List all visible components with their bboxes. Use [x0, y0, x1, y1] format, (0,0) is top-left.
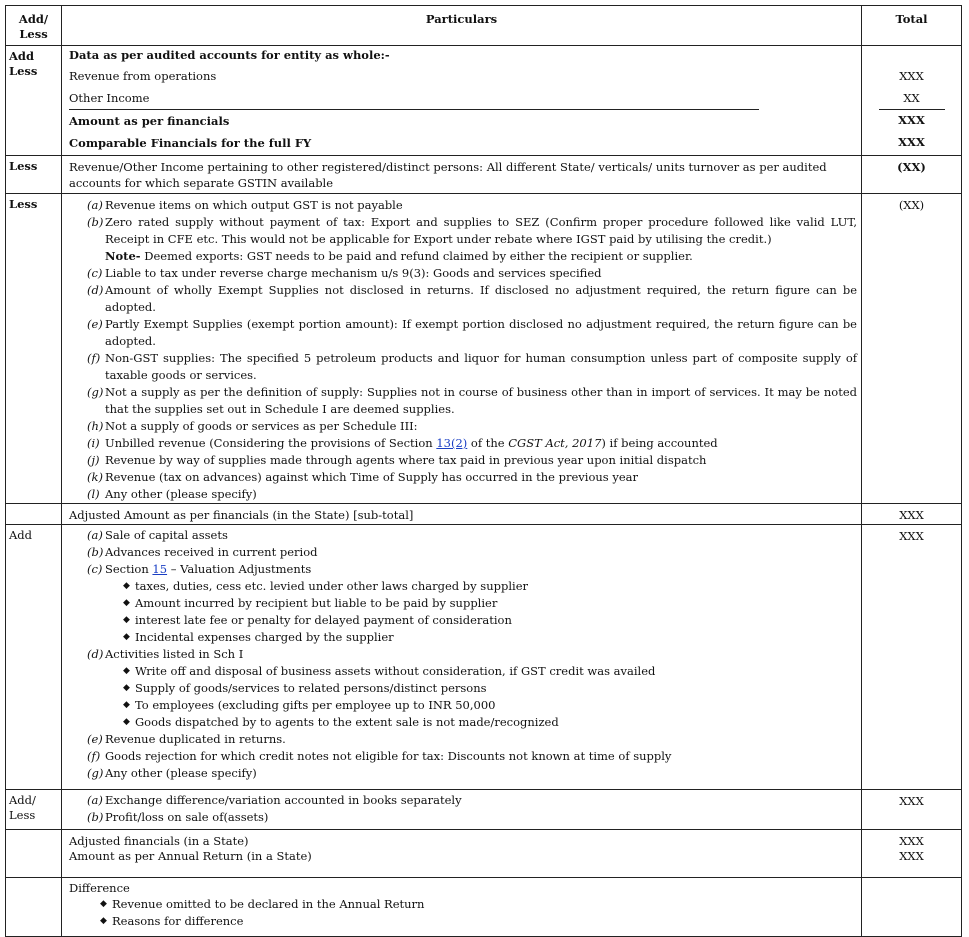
- adjusted-subtotal-label: Adjusted Amount as per financials (in the State) [sub-total]: [69, 508, 414, 522]
- reconciliation-table: [5, 5, 962, 937]
- list-item: (a) Exchange difference/variation accounted in books separately: [87, 793, 462, 807]
- diamond-bullet-icon: ◆: [123, 683, 130, 693]
- difference-heading: Difference: [69, 881, 130, 895]
- list-item: ◆ taxes, duties, cess etc. levied under other laws charged by supplier: [123, 579, 528, 593]
- less-items-cell: [62, 194, 862, 504]
- list-item: ◆ Write off and disposal of business assets without consideration, if GST credit was availed: [123, 664, 656, 678]
- amount-total: XXX: [898, 113, 925, 127]
- adjusted-financials-total: XXX: [899, 834, 924, 848]
- list-item: (g) Any other (please specify): [87, 766, 257, 780]
- list-item: ◆ Revenue omitted to be declared in the Annual Return: [100, 896, 425, 911]
- audited-totals-cell: [862, 46, 962, 156]
- list-item: (c) Section 15 – Valuation Adjustments: [87, 562, 312, 576]
- header-particulars: Particulars: [62, 6, 862, 46]
- audited-heading: Data as per audited accounts for entity as whole:-: [69, 48, 390, 62]
- diamond-bullet-icon: ◆: [123, 615, 130, 625]
- list-item: ◆ To employees (excluding gifts per employee up to INR 50,000: [123, 698, 496, 712]
- comparable-total: XXX: [898, 135, 925, 149]
- list-item: (k) Revenue (tax on advances) against which Time of Supply has occurred in the previous year: [87, 470, 639, 484]
- list-item: (a) Sale of capital assets: [87, 528, 228, 542]
- list-item: (d) Amount of wholly Exempt Supplies not disclosed in returns. If disclosed no adjustment required, the return figure can be adopted.: [87, 283, 857, 314]
- list-item: (g) Not a supply as per the definition of supply: Supplies not in course of business other than in import of services. It may be noted that the supplies set out in Schedule I are deemed supplies.: [87, 385, 857, 416]
- label-less: Less: [6, 156, 62, 194]
- add-items-cell: [62, 525, 862, 790]
- list-item: ◆ Goods dispatched by to agents to the extent sale is not made/recognized: [123, 715, 559, 729]
- other-income-total: XX: [879, 87, 945, 110]
- list-item: (e) Revenue duplicated in returns.: [87, 732, 286, 746]
- amount-as-per-financials-label: Amount as per financials: [69, 114, 230, 128]
- list-item: (f) Goods rejection for which credit notes not eligible for tax: Discounts not known at time of supply: [87, 749, 672, 763]
- header-row: [6, 6, 962, 46]
- list-item: (b) Zero rated supply without payment of tax: Export and supplies to SEZ (Confirm proper procedure followed like valid LUT, Receipt in CFE etc. This would not be applicable for Export under rebate where IGST paid by utilising the credit.): [87, 215, 857, 246]
- list-item: (d) Activities listed in Sch I: [87, 647, 244, 661]
- list-item: (a) Revenue items on which output GST is not payable: [87, 198, 403, 212]
- header-add-less: Add/ Less: [6, 6, 62, 46]
- list-item: ◆ interest late fee or penalty for delayed payment of consideration: [123, 613, 512, 627]
- diamond-bullet-icon: ◆: [123, 632, 130, 642]
- list-item: (b) Profit/loss on sale of(assets): [87, 810, 269, 824]
- annual-return-amount-label: Amount as per Annual Return (in a State): [69, 848, 312, 863]
- row-add-less-items: [6, 790, 962, 830]
- adjusted-subtotal-total: XXX: [899, 508, 924, 522]
- row-difference: [6, 878, 962, 937]
- row-audited-accounts: [6, 46, 962, 156]
- list-item: (e) Partly Exempt Supplies (exempt portion amount): If exempt portion disclosed no adjustment required, the return figure can be adopted.: [87, 317, 857, 348]
- audited-accounts-cell: [62, 46, 862, 156]
- row-add-items: [6, 525, 962, 790]
- adjusted-financials-label: Adjusted financials (in a State): [69, 834, 249, 848]
- other-persons-text: Revenue/Other Income pertaining to other registered/distinct persons: All different State/ verticals/ units turnover as per audited accounts for which separate GSTIN available: [69, 160, 827, 190]
- list-item: (b) Advances received in current period: [87, 545, 318, 559]
- note: Note- Deemed exports: GST needs to be paid and refund claimed by either the recipient or supplier.: [105, 249, 693, 263]
- diamond-bullet-icon: ◆: [123, 700, 130, 710]
- list-item: (c) Liable to tax under reverse charge mechanism u/s 9(3): Goods and services specified: [87, 266, 602, 280]
- row-adjusted-financials: [6, 830, 962, 878]
- list-item: ◆ Incidental expenses charged by the supplier: [123, 630, 394, 644]
- list-item: (j) Revenue by way of supplies made through agents where tax paid in previous year upon initial dispatch: [87, 453, 707, 467]
- list-item: ◆ Amount incurred by recipient but liable to be paid by supplier: [123, 596, 498, 610]
- row-adjusted-subtotal: [6, 504, 962, 525]
- list-item: (l) Any other (please specify): [87, 487, 257, 501]
- revenue-total: XXX: [899, 69, 924, 83]
- label-add-less: Add/ Less: [6, 790, 62, 830]
- row-other-persons: [6, 156, 962, 194]
- label-less: Less: [6, 194, 62, 504]
- header-total: Total: [862, 6, 962, 46]
- comparable-financials-label: Comparable Financials for the full FY: [69, 136, 312, 150]
- less-items-total: (XX): [898, 198, 925, 212]
- section-15-link[interactable]: 15: [152, 562, 168, 576]
- other-income-label: Other Income: [69, 87, 759, 110]
- diamond-bullet-icon: ◆: [123, 666, 130, 676]
- diamond-bullet-icon: ◆: [123, 598, 130, 608]
- list-item: (i) Unbilled revenue (Considering the provisions of Section 13(2) of the CGST Act, 2017) if being accounted: [87, 436, 718, 450]
- list-item: (h) Not a supply of goods or services as per Schedule III:: [87, 419, 418, 433]
- row-less-items: [6, 194, 962, 504]
- add-less-items-total: XXX: [899, 794, 924, 808]
- diamond-bullet-icon: ◆: [123, 717, 130, 727]
- label-add: Add: [6, 525, 62, 790]
- diamond-bullet-icon: ◆: [100, 915, 107, 926]
- section-13-2-link[interactable]: 13(2): [436, 436, 468, 450]
- other-persons-total: (XX): [897, 160, 926, 174]
- list-item: ◆ Supply of goods/services to related persons/distinct persons: [123, 681, 487, 695]
- diamond-bullet-icon: ◆: [123, 581, 130, 591]
- list-item: ◆ Reasons for difference: [100, 913, 244, 928]
- revenue-from-operations-label: Revenue from operations: [69, 69, 217, 83]
- add-items-total: XXX: [899, 529, 924, 543]
- diamond-bullet-icon: ◆: [100, 898, 107, 909]
- annual-return-amount-total: XXX: [899, 848, 924, 863]
- list-item: (f) Non-GST supplies: The specified 5 petroleum products and liquor for human consumption unless part of composite supply of taxable goods or services.: [87, 351, 857, 382]
- label-add-less: Add Less: [6, 46, 62, 156]
